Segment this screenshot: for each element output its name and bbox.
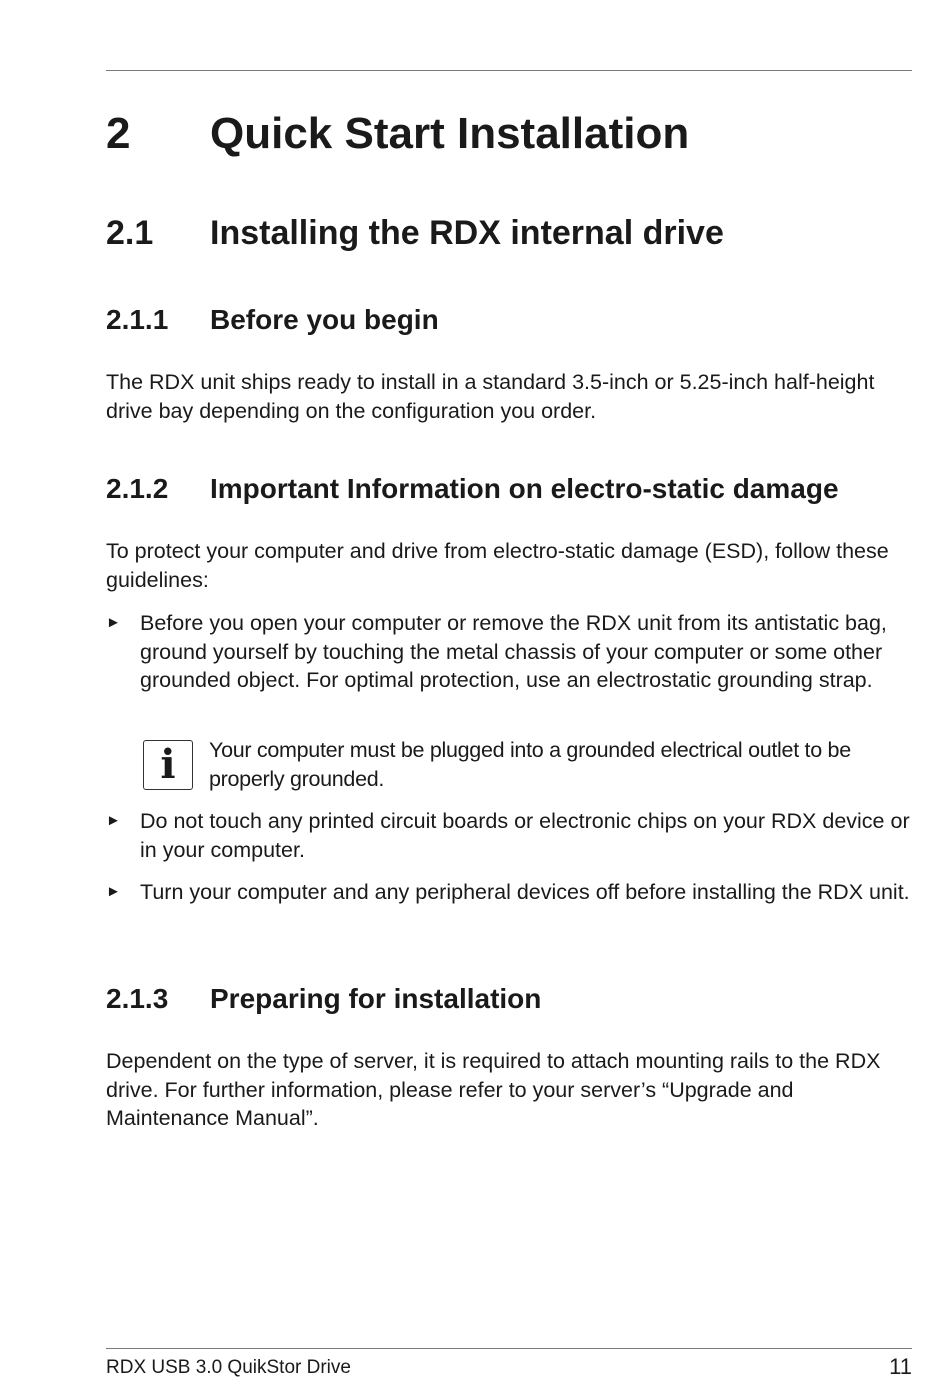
- section-title: Installing the RDX internal drive: [210, 214, 724, 252]
- header-rule: [106, 70, 912, 71]
- bullet-marker-icon: ►: [106, 812, 121, 829]
- list-item-text: Do not touch any printed circuit boards or electronic chips on your RDX device or in your computer.: [140, 809, 910, 862]
- list-item-text: Before you open your computer or remove the RDX unit from its antistatic bag, ground yourself by touching the metal chassis of your computer or some other grounded object. For optimal protection, use an electrostatic grounding strap.: [140, 611, 887, 692]
- bullet-marker-icon: ►: [106, 614, 121, 631]
- chapter-number: 2: [106, 109, 131, 158]
- subsection-title: Preparing for installation: [210, 983, 542, 1014]
- footer-rule: [106, 1348, 912, 1349]
- subsection-number: 2.1.1: [106, 304, 169, 335]
- note-text: Your computer must be plugged into a grounded electrical outlet to be properly grounded.: [209, 738, 851, 791]
- subsection-number: 2.1.2: [106, 473, 169, 504]
- bullet-marker-icon: ►: [106, 883, 121, 900]
- paragraph-before-you-begin: The RDX unit ships ready to install in a standard 3.5-inch or 5.25-inch half-height drive bay depending on the configuration you order.: [106, 370, 875, 423]
- paragraph-preparing: Dependent on the type of server, it is required to attach mounting rails to the RDX drive. For further information, please refer to your server’s “Upgrade and Maintenance Manual”.: [106, 1049, 881, 1130]
- info-icon: i: [143, 740, 193, 790]
- footer-product-name: RDX USB 3.0 QuikStor Drive: [106, 1357, 351, 1378]
- list-item-text: Turn your computer and any peripheral devices off before installing the RDX unit.: [140, 880, 910, 904]
- subsection-title: Important Information on electro-static damage: [210, 473, 839, 504]
- paragraph-esd-intro: To protect your computer and drive from electro-static damage (ESD), follow these guidelines:: [106, 539, 889, 592]
- section-number: 2.1: [106, 214, 154, 252]
- page-number: 11: [889, 1354, 912, 1379]
- chapter-title: Quick Start Installation: [210, 109, 690, 158]
- subsection-title: Before you begin: [210, 304, 439, 335]
- subsection-number: 2.1.3: [106, 983, 169, 1014]
